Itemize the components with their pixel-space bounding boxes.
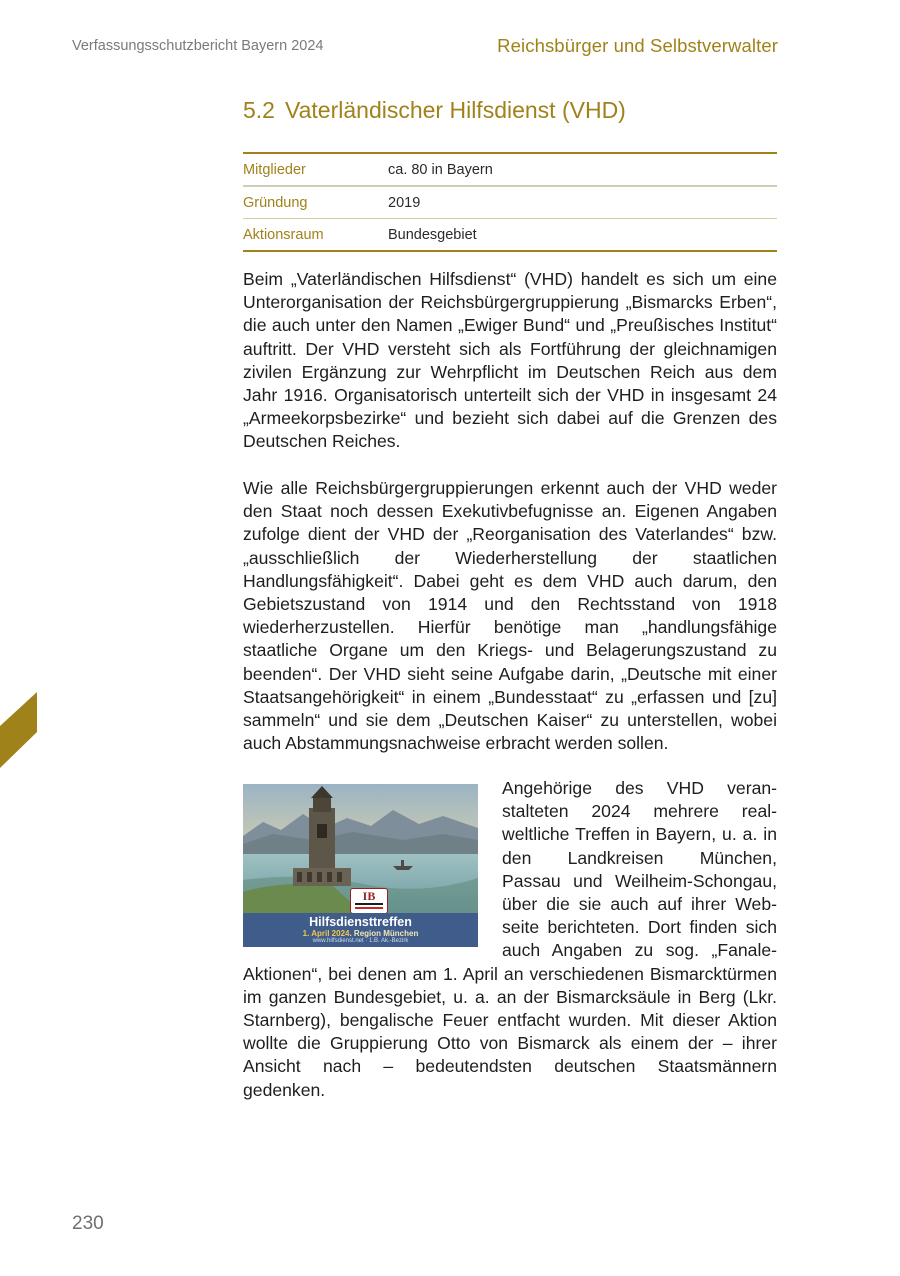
body-paragraph-2: Wie alle Reichsbürgergruppierungen erkennt auch der VHD weder den Staat noch dessen Exekutivbefugnisse an. Eigenen Angaben zufolge dient der VHD der „Reorganisation des Vaterlandes“ bzw. „ausschließlich der Wiederherstellung der staatlichen Handlungsfähigkeit“. Dabei geht es dem VHD auch darum, den Gebietszustand von 1914 und den Rechtsstand von 1918 wiederherzustellen. Hierfür benötige man „handlungsfähige staatliche Organe um den Kriegs- und Belagerungszustand zu beenden“. Der VHD sieht seine Aufgabe darin, „Deutsche mit einer Staatsangehörigkeit“ in einem „Bundesstaat“ zu „erfassen und [zu] sammeln“ und sie dem „Deutschen Kaiser“ zu unterstellen, wobei auch Abstammungsnachweise erbracht werden sollen. <box>243 478 777 754</box>
publication-title: Verfassungsschutzbericht Bayern 2024 <box>72 38 324 54</box>
fact-label-area: Aktionsraum <box>243 226 324 243</box>
fact-value-founded: 2019 <box>388 194 421 211</box>
section-heading <box>243 97 626 124</box>
fact-value-members: ca. 80 in Bayern <box>388 161 493 178</box>
flyer-date: 1. April 2024 <box>302 929 350 938</box>
fact-value-area: Bundesgebiet <box>388 226 477 243</box>
fact-row <box>243 154 777 186</box>
ib-badge <box>350 888 388 914</box>
body-paragraph-3-block <box>243 777 777 1102</box>
fact-label-founded: Gründung <box>243 194 308 211</box>
body-paragraph-1: Beim „Vaterländischen Hilfsdienst“ (VHD) handelt es sich um eine Unterorganisation der Reichsbürgergruppierung „Bismarcks Erben“, die auch unter den Namen „Ewiger Bund“ und „Preußisches Institut“ auftritt. Der VHD versteht sich als Fortführung der gleichnamigen zivilen Ergänzung zur Wehrpflicht im Deutschen Reich aus dem Jahr 1916. Organisatorisch unterteilt sich der VHD in insgesamt 24 „Armeekorpsbezirke“ und bezieht sich dabei auf die Grenzen des Deutschen Reiches. <box>243 269 777 452</box>
chapter-title: Reichsbürger und Selbstverwalter <box>497 35 778 56</box>
flag-icon <box>355 903 383 909</box>
side-tab-marker <box>0 692 38 768</box>
body-paragraph-3: Angehörige des VHD veranstalteten 2024 mehrere realweltliche Treffen in Bayern, u. a. in den Landkreisen München, Passau und Weilheim-Schongau, über die sie auch auf ihrer Webseite berichteten. Dort finden sich auch Angaben zu sog. „Fanale-Aktionen“, bei denen am 1. April an verschiedenen Bismarcktürmen im ganzen Bundesgebiet, u. a. an der Bismarcksäule in Berg (Lkr. Starnberg), bengalische Feuer entfacht wurden. Mit dieser Aktion wollte die Gruppierung Otto von Bismarck als einem der – ihrer Ansicht nach – bedeutendsten deutschen Staatsmännern gedenken. <box>243 778 777 1100</box>
fact-label-members: Mitglieder <box>243 161 306 178</box>
flyer-region: . Region München <box>349 929 419 938</box>
chapter-side-tab <box>0 692 38 773</box>
fact-row <box>243 218 777 250</box>
section-title: Vaterländischer Hilfsdienst (VHD) <box>284 97 626 123</box>
fact-row <box>243 186 777 218</box>
flyer-date-line <box>243 929 478 938</box>
ib-badge-text: IB <box>362 889 376 903</box>
flyer-url: www.hilfsdienst.net · 1.B. Ak.-Bezirk <box>312 938 409 944</box>
page-number: 230 <box>72 1213 104 1234</box>
flyer-caption-band <box>243 913 478 947</box>
section-number: 5.2 <box>243 97 275 123</box>
fact-table <box>243 152 777 252</box>
flyer-title: Hilfsdiensttreffen <box>309 915 412 929</box>
event-flyer-image <box>243 784 478 947</box>
